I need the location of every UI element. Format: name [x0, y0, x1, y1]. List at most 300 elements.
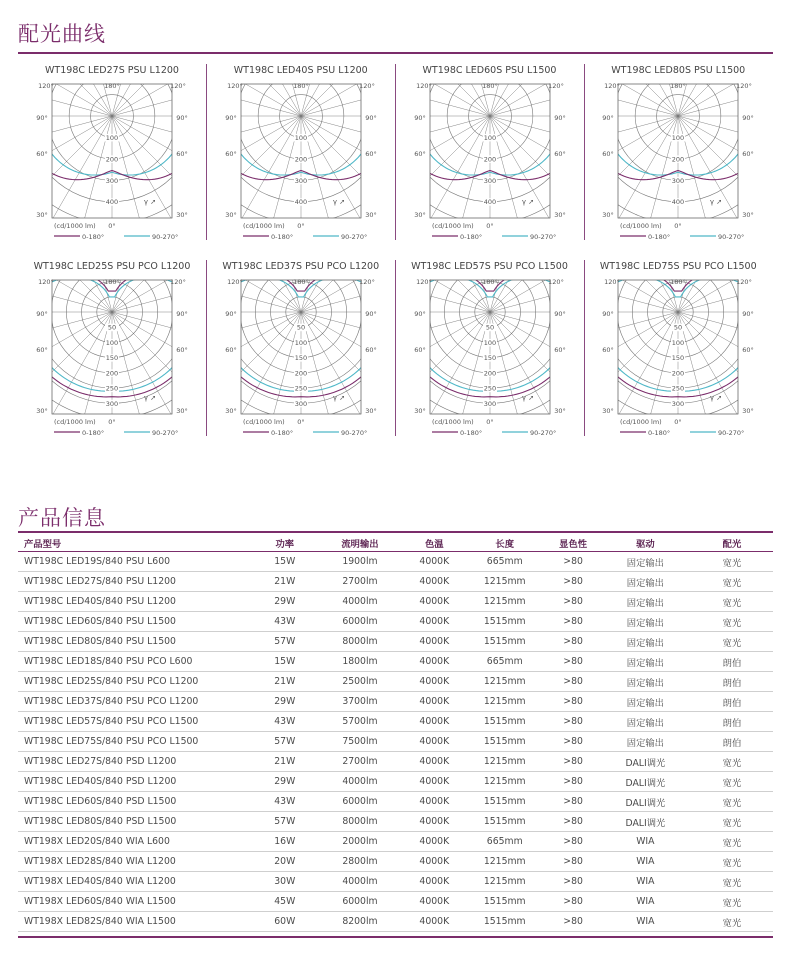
angle-label-top: 180°	[104, 278, 120, 286]
ring-label: 400	[105, 198, 119, 207]
table-cell: 1515mm	[463, 892, 546, 912]
table-row	[18, 852, 773, 872]
polar-chart-cell	[18, 256, 206, 446]
angle-label-right: 60°	[553, 150, 566, 158]
table-cell: WT198C LED75S/840 PSU PCO L1500	[18, 732, 255, 752]
gamma-label: γ ➚	[710, 198, 723, 206]
table-cell: 宽光	[691, 912, 773, 932]
polar-spoke	[301, 312, 395, 369]
units-label: (cd/1000 lm)	[242, 418, 285, 426]
table-cell: WT198C LED19S/840 PSU L600	[18, 552, 255, 572]
polar-spoke	[490, 76, 584, 116]
table-cell: WT198X LED28S/840 WIA L1200	[18, 852, 255, 872]
angle-label-right: 30°	[742, 407, 755, 415]
table-row	[18, 712, 773, 732]
table-cell: 朗伯	[691, 692, 773, 712]
polar-spoke	[207, 76, 301, 116]
table-cell: 1900lm	[314, 552, 405, 572]
angle-label-right: 30°	[364, 407, 377, 415]
angle-label-left: 90°	[413, 114, 426, 122]
table-row	[18, 652, 773, 672]
ring-label: 100	[294, 133, 307, 142]
table-cell: >80	[546, 652, 599, 672]
ring-label: 300	[105, 399, 119, 408]
polar-spoke	[301, 76, 395, 116]
ring-label: 50	[485, 323, 494, 332]
ring-label: 250	[105, 384, 119, 393]
ring-label: 300	[483, 399, 496, 408]
table-cell: 4000K	[406, 752, 464, 772]
table-row	[18, 912, 773, 932]
table-cell: 4000K	[406, 672, 464, 692]
angle-label-bottom: 0°	[297, 222, 305, 230]
table-header-cell: 驱动	[600, 535, 691, 552]
angle-label-top: 180°	[292, 278, 309, 286]
table-cell: WT198C LED18S/840 PSU PCO L600	[18, 652, 255, 672]
table-cell: >80	[546, 752, 599, 772]
table-cell: 朗伯	[691, 712, 773, 732]
polar-chart-title: WT198C LED57S PSU PCO L1500	[411, 261, 568, 272]
table-header-cell: 显色性	[546, 535, 599, 552]
table-cell: 固定输出	[600, 552, 691, 572]
units-label: (cd/1000 lm)	[431, 418, 474, 426]
table-cell: >80	[546, 792, 599, 812]
angle-label-left: 30°	[602, 407, 615, 415]
legend-label-b: 90-270°	[340, 429, 368, 437]
table-cell: >80	[546, 832, 599, 852]
polar-spoke	[678, 312, 735, 440]
table-cell: 宽光	[691, 832, 773, 852]
table-cell: WT198X LED20S/840 WIA L600	[18, 832, 255, 852]
angle-label-right: 60°	[742, 150, 755, 158]
angle-label-left: 120°	[415, 82, 432, 90]
table-cell: 固定输出	[600, 612, 691, 632]
polar-spoke	[112, 312, 206, 440]
ring-label: 50	[107, 323, 117, 332]
table-cell: 固定输出	[600, 652, 691, 672]
legend-label-a: 0-180°	[82, 429, 105, 437]
angle-label-right: 60°	[742, 346, 755, 354]
table-cell: >80	[546, 872, 599, 892]
table-cell: 1515mm	[463, 612, 546, 632]
table-cell: 宽光	[691, 852, 773, 872]
table-cell: 45W	[255, 892, 314, 912]
table-cell: 1215mm	[463, 772, 546, 792]
polar-spoke	[678, 76, 735, 116]
polar-spoke	[112, 116, 206, 244]
polar-spoke	[18, 312, 112, 369]
table-cell: 1515mm	[463, 792, 546, 812]
table-cell: 宽光	[691, 572, 773, 592]
polar-spoke	[678, 312, 772, 440]
ring-label: 250	[294, 384, 307, 393]
table-cell: 29W	[255, 592, 314, 612]
polar-spoke	[301, 76, 395, 116]
polar-chart-title: WT198C LED60S PSU L1500	[422, 65, 557, 76]
table-cell: 6000lm	[314, 892, 405, 912]
table-cell: 4000K	[406, 912, 464, 932]
polar-spoke	[584, 116, 678, 173]
table-cell: 1515mm	[463, 912, 546, 932]
angle-label-right: 60°	[553, 346, 566, 354]
polar-spoke	[207, 76, 301, 116]
table-row	[18, 572, 773, 592]
table-cell: 2800lm	[314, 852, 405, 872]
gamma-label: γ ➚	[710, 394, 723, 402]
polar-spoke	[301, 116, 395, 244]
table-cell: 宽光	[691, 552, 773, 572]
polar-spoke	[678, 76, 772, 116]
ring-label: 200	[105, 369, 119, 378]
table-cell: 4000K	[406, 712, 464, 732]
table-cell: >80	[546, 592, 599, 612]
polar-spoke	[112, 116, 206, 173]
angle-label-right: 90°	[176, 310, 188, 318]
legend-label-a: 0-180°	[648, 233, 671, 241]
table-cell: 4000K	[406, 572, 464, 592]
ring-label: 100	[672, 338, 685, 347]
product-info-table	[18, 535, 773, 932]
angle-label-right: 90°	[553, 310, 566, 318]
table-cell: 5700lm	[314, 712, 405, 732]
units-label: (cd/1000 lm)	[54, 222, 96, 230]
polar-spoke	[112, 312, 206, 422]
table-cell: 2700lm	[314, 572, 405, 592]
angle-label-top: 180°	[104, 82, 120, 90]
polar-spoke	[396, 76, 490, 116]
legend-label-b: 90-270°	[718, 233, 745, 241]
legend-label-a: 0-180°	[270, 429, 293, 437]
table-row	[18, 772, 773, 792]
polar-spoke	[490, 312, 584, 422]
table-cell: WT198X LED60S/840 WIA L1500	[18, 892, 255, 912]
table-row	[18, 832, 773, 852]
angle-label-bottom: 0°	[485, 418, 494, 426]
angle-label-left: 30°	[413, 211, 426, 219]
table-cell: 宽光	[691, 812, 773, 832]
polar-spoke	[490, 76, 584, 116]
angle-label-left: 90°	[36, 114, 48, 122]
table-header-cell: 功率	[255, 535, 314, 552]
table-cell: 3700lm	[314, 692, 405, 712]
table-cell: 4000K	[406, 812, 464, 832]
curves-title-rule	[18, 52, 773, 54]
table-header-cell: 流明输出	[314, 535, 405, 552]
table-cell: 21W	[255, 672, 314, 692]
polar-spoke	[396, 76, 490, 116]
polar-spoke	[396, 76, 490, 116]
angle-label-right: 90°	[742, 310, 755, 318]
legend-label-a: 0-180°	[270, 233, 293, 241]
angle-label-right: 60°	[176, 150, 188, 158]
table-body	[18, 552, 773, 932]
polar-chart-cell	[207, 256, 395, 446]
polar-spoke	[490, 312, 584, 369]
ring-label: 50	[296, 323, 305, 332]
polar-spoke	[584, 312, 678, 369]
table-cell: 1215mm	[463, 872, 546, 892]
polar-chart-title: WT198C LED25S PSU PCO L1200	[33, 261, 191, 272]
table-row	[18, 672, 773, 692]
polar-spoke	[396, 76, 490, 116]
legend-label-a: 0-180°	[648, 429, 671, 437]
table-cell: >80	[546, 732, 599, 752]
table-cell: 6000lm	[314, 792, 405, 812]
ring-label: 300	[294, 399, 307, 408]
polar-spoke	[490, 312, 584, 440]
polar-spoke	[301, 312, 358, 440]
angle-label-right: 120°	[358, 278, 375, 286]
table-cell: 4000K	[406, 612, 464, 632]
table-cell: 16W	[255, 832, 314, 852]
angle-label-right: 90°	[742, 114, 755, 122]
polar-spoke	[207, 76, 301, 116]
table-cell: WT198C LED80S/840 PSU L1500	[18, 632, 255, 652]
angle-label-left: 60°	[602, 346, 615, 354]
angle-label-bottom: 0°	[297, 418, 305, 426]
table-cell: WT198C LED37S/840 PSU PCO L1200	[18, 692, 255, 712]
table-cell: 57W	[255, 812, 314, 832]
table-cell: 固定输出	[600, 692, 691, 712]
angle-label-right: 120°	[547, 82, 564, 90]
angle-label-left: 120°	[604, 278, 621, 286]
table-row	[18, 872, 773, 892]
ring-label: 100	[672, 133, 685, 142]
table-row	[18, 592, 773, 612]
gamma-label: γ ➚	[521, 198, 534, 206]
angle-label-left: 90°	[224, 114, 237, 122]
polar-spoke	[678, 116, 772, 244]
table-cell: WIA	[600, 872, 691, 892]
polar-spoke	[18, 76, 112, 116]
polar-spoke	[18, 76, 112, 116]
ring-label: 150	[294, 354, 307, 363]
table-cell: DALI调光	[600, 792, 691, 812]
table-cell: 宽光	[691, 772, 773, 792]
polar-spoke	[678, 312, 772, 369]
polar-spoke	[678, 116, 772, 244]
polar-spoke	[207, 116, 301, 173]
table-cell: 4000K	[406, 872, 464, 892]
angle-label-left: 60°	[413, 346, 426, 354]
table-cell: WT198C LED80S/840 PSD L1500	[18, 812, 255, 832]
angle-label-right: 120°	[170, 82, 186, 90]
table-cell: 1215mm	[463, 572, 546, 592]
angle-label-bottom: 0°	[485, 222, 494, 230]
table-row	[18, 812, 773, 832]
polar-spoke	[301, 76, 395, 116]
polar-spoke	[678, 312, 772, 440]
info-section-title: 产品信息	[18, 506, 106, 530]
polar-chart-cell	[584, 256, 772, 446]
table-cell: 4000K	[406, 652, 464, 672]
ring-label: 150	[483, 354, 496, 363]
angle-label-left: 30°	[602, 211, 615, 219]
table-cell: 21W	[255, 752, 314, 772]
polar-spoke	[18, 76, 112, 116]
table-row	[18, 732, 773, 752]
polar-spoke	[396, 312, 490, 422]
table-cell: 固定输出	[600, 712, 691, 732]
angle-label-right: 120°	[736, 82, 753, 90]
table-cell: 8000lm	[314, 812, 405, 832]
polar-spoke	[112, 76, 206, 116]
gamma-label: γ ➚	[143, 394, 157, 402]
ring-label: 300	[483, 176, 496, 185]
polar-spoke	[584, 76, 678, 116]
polar-diagram	[18, 272, 206, 440]
polar-spoke	[490, 76, 584, 116]
table-cell: 宽光	[691, 872, 773, 892]
polar-spoke	[490, 116, 584, 244]
table-cell: >80	[546, 692, 599, 712]
angle-label-right: 30°	[176, 211, 188, 219]
table-cell: 宽光	[691, 752, 773, 772]
table-cell: 1215mm	[463, 592, 546, 612]
angle-label-left: 30°	[224, 211, 237, 219]
legend-label-b: 90-270°	[718, 429, 745, 437]
polar-spoke	[18, 312, 112, 422]
ring-label: 250	[672, 384, 685, 393]
angle-label-top: 180°	[670, 82, 687, 90]
angle-label-right: 90°	[176, 114, 188, 122]
polar-spoke	[18, 116, 112, 173]
polar-spoke	[490, 312, 584, 440]
ring-label: 150	[672, 354, 685, 363]
polar-spoke	[584, 76, 678, 116]
polar-chart-cell	[207, 60, 395, 250]
table-bottom-rule	[18, 936, 773, 938]
polar-spoke	[112, 116, 206, 244]
table-cell: 60W	[255, 912, 314, 932]
units-label: (cd/1000 lm)	[54, 418, 96, 426]
table-cell: 宽光	[691, 612, 773, 632]
units-label: (cd/1000 lm)	[620, 418, 662, 426]
polar-chart-cell	[18, 60, 206, 250]
polar-spoke	[301, 116, 395, 244]
table-cell: 宽光	[691, 892, 773, 912]
polar-spoke	[396, 312, 490, 369]
table-cell: >80	[546, 672, 599, 692]
ring-label: 200	[483, 369, 496, 378]
polar-spoke	[678, 312, 772, 422]
table-cell: 固定输出	[600, 732, 691, 752]
angle-label-bottom: 0°	[108, 418, 116, 426]
table-header-row	[18, 535, 773, 552]
table-cell: WIA	[600, 892, 691, 912]
angle-label-left: 60°	[36, 346, 48, 354]
units-label: (cd/1000 lm)	[620, 222, 662, 230]
polar-spoke	[678, 116, 772, 173]
angle-label-left: 30°	[36, 407, 48, 415]
table-cell: >80	[546, 772, 599, 792]
table-cell: 8000lm	[314, 632, 405, 652]
ring-label: 100	[294, 338, 307, 347]
table-cell: WT198X LED82S/840 WIA L1500	[18, 912, 255, 932]
table-cell: DALI调光	[600, 772, 691, 792]
angle-label-right: 120°	[358, 82, 375, 90]
polar-chart-title: WT198C LED75S PSU PCO L1500	[599, 261, 757, 272]
table-cell: WT198C LED27S/840 PSD L1200	[18, 752, 255, 772]
legend-label-b: 90-270°	[529, 429, 556, 437]
angle-label-left: 90°	[602, 310, 615, 318]
table-cell: 2500lm	[314, 672, 405, 692]
angle-label-left: 60°	[224, 150, 237, 158]
polar-spoke	[301, 312, 395, 440]
angle-label-left: 120°	[226, 278, 243, 286]
angle-label-right: 60°	[176, 346, 188, 354]
table-cell: 固定输出	[600, 592, 691, 612]
table-cell: WT198C LED40S/840 PSU L1200	[18, 592, 255, 612]
table-cell: >80	[546, 912, 599, 932]
table-cell: 2700lm	[314, 752, 405, 772]
table-cell: WT198C LED27S/840 PSU L1200	[18, 572, 255, 592]
gamma-label: γ ➚	[332, 394, 345, 402]
polar-chart-title: WT198C LED40S PSU L1200	[233, 65, 368, 76]
angle-label-left: 30°	[224, 407, 237, 415]
ring-label: 300	[672, 399, 685, 408]
table-header-cell: 配光	[691, 535, 773, 552]
table-cell: WT198X LED40S/840 WIA L1200	[18, 872, 255, 892]
polar-chart-title: WT198C LED37S PSU PCO L1200	[222, 261, 380, 272]
table-cell: >80	[546, 852, 599, 872]
ring-label: 200	[672, 369, 685, 378]
ring-label: 100	[105, 338, 119, 347]
polar-spoke	[301, 272, 358, 312]
curves-section-title: 配光曲线	[18, 22, 106, 46]
table-header-cell: 色温	[406, 535, 464, 552]
angle-label-bottom: 0°	[108, 222, 116, 230]
units-label: (cd/1000 lm)	[242, 222, 285, 230]
gamma-label: γ ➚	[143, 198, 157, 206]
ring-label: 300	[294, 176, 307, 185]
polar-chart-cell	[396, 256, 584, 446]
table-cell: 4000lm	[314, 772, 405, 792]
polar-chart-title: WT198C LED80S PSU L1500	[611, 65, 746, 76]
polar-spoke	[490, 76, 547, 116]
polar-spoke	[490, 116, 584, 244]
polar-spoke	[678, 76, 772, 116]
table-cell: 1515mm	[463, 732, 546, 752]
angle-label-left: 60°	[224, 346, 237, 354]
polar-spoke	[490, 312, 547, 440]
table-cell: 15W	[255, 652, 314, 672]
angle-label-bottom: 0°	[674, 222, 682, 230]
table-cell: WT198C LED60S/840 PSU L1500	[18, 612, 255, 632]
polar-diagram	[584, 272, 772, 440]
angle-label-left: 90°	[224, 310, 237, 318]
table-cell: 43W	[255, 712, 314, 732]
angle-label-right: 30°	[176, 407, 188, 415]
table-cell: >80	[546, 612, 599, 632]
polar-spoke	[301, 76, 395, 116]
angle-label-right: 120°	[170, 278, 186, 286]
polar-chart-cell	[396, 60, 584, 250]
ring-label: 100	[483, 133, 496, 142]
table-cell: DALI调光	[600, 812, 691, 832]
table-cell: 20W	[255, 852, 314, 872]
polar-spoke	[584, 76, 678, 116]
angle-label-right: 30°	[364, 211, 377, 219]
polar-diagram	[396, 76, 584, 244]
table-cell: 57W	[255, 632, 314, 652]
table-row	[18, 692, 773, 712]
table-cell: 1215mm	[463, 672, 546, 692]
polar-diagram	[207, 272, 395, 440]
angle-label-right: 90°	[553, 114, 566, 122]
table-cell: 2000lm	[314, 832, 405, 852]
table-cell: WT198C LED25S/840 PSU PCO L1200	[18, 672, 255, 692]
